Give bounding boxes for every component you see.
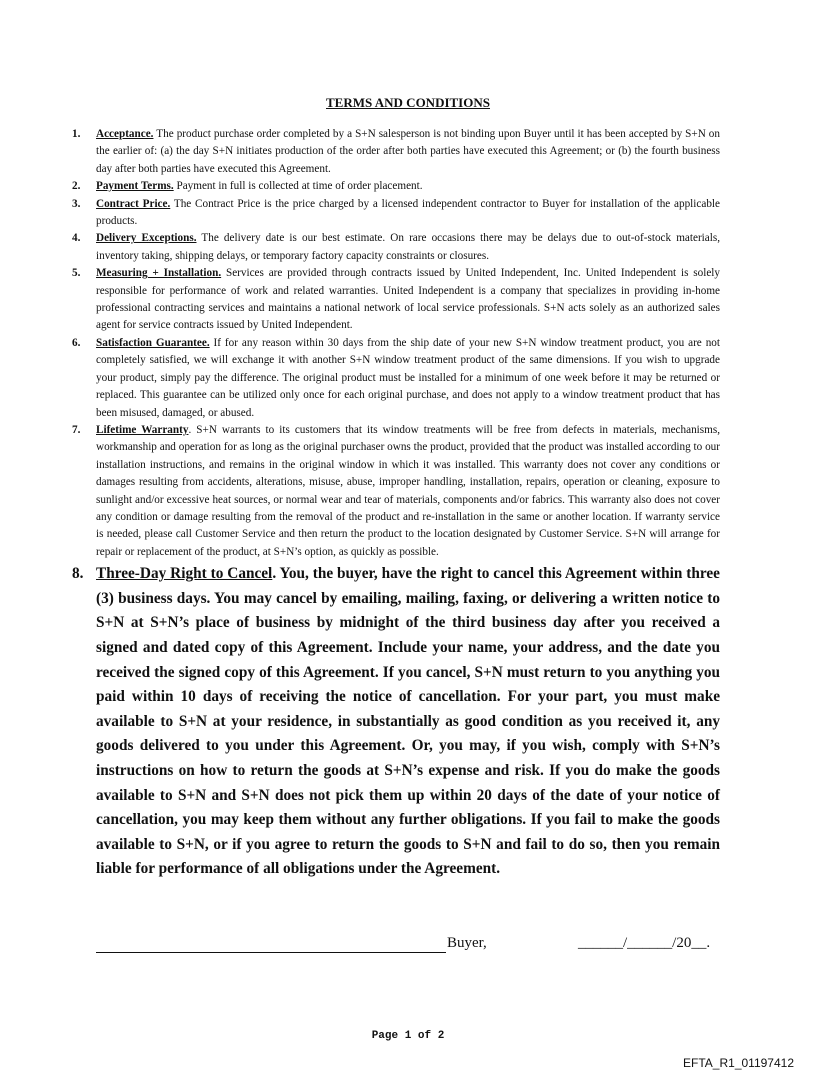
term-heading: Satisfaction Guarantee. [96,336,210,349]
term-measuring-installation [72,265,720,335]
term-number: 3. [72,197,81,210]
term-three-day-right-to-cancel [72,562,720,882]
document-id-stamp: EFTA_R1_01197412 [683,1056,794,1070]
term-text: The Contract Price is the price charged by a licensed independent contractor to Buyer for installation of the applicable products. [96,197,720,228]
term-heading: Three-Day Right to Cancel [96,565,273,583]
buyer-signature-line [96,952,446,953]
term-text: . You, the buyer, have the right to cancel this Agreement within three (3) business days. You may cancel by emailing, mailing, faxing, or delivering a written notice to S+N at S+N’s place of business by midnight of the third business day after you received a signed and dated copy of this Agreement. Include your name, your address, and the date you received the signed copy of this Agreement. If you cancel, S+N must return to you anything you paid within 10 days of receiving the notice of cancellation. For your part, you must make available to S+N at your residence, in substantially as good condition as you received it, any goods delivered to you under this Agreement. Or, you may, if you wish, comply with S+N’s instructions on how to return the goods at S+N’s expense and risk. If you do make the goods available to S+N and S+N does not pick them up within 20 days of the date of your notice of cancellation, you may keep them without any further obligations. If you fail to make the goods available to S+N, or if you agree to return the goods to S+N and fail to do so, then you remain liable for performance of all obligations under the Agreement. [96,565,720,878]
term-heading: Delivery Exceptions. [96,232,197,245]
term-number: 6. [72,336,81,349]
term-lifetime-warranty [72,422,720,561]
term-heading: Payment Terms. [96,180,174,193]
document-title: TERMS AND CONDITIONS [326,95,490,110]
term-payment-terms [72,178,720,195]
signature-row [96,935,720,959]
term-heading: Measuring + Installation. [96,267,222,280]
terms-list [72,126,720,882]
term-heading: Acceptance. [96,128,154,140]
term-heading: Lifetime Warranty [96,423,189,436]
page-number: Page 1 of 2 [371,1030,445,1042]
term-satisfaction-guarantee [72,335,720,422]
term-number: 4. [72,232,81,245]
term-text: The delivery date is our best estimate. On rare occasions there may be delays due to out-of-stock materials, inventory taking, shipping delays, or temporary factory capacity constraints or closures. [96,232,721,262]
term-contract-price [72,196,720,231]
term-number: 2. [72,180,81,193]
term-number: 5. [72,267,81,280]
term-text: The product purchase order completed by a S+N salesperson is not binding upon Buyer until it has been accepted by S+N on the earlier of: (a) the day S+N initiates production of the order after both parties have executed this Agreement; or (b) the fourth business day after both parties have executed this Agreement. [96,128,720,175]
term-acceptance [72,126,720,178]
term-heading: Contract Price. [96,197,171,210]
term-number: 1. [72,128,81,140]
term-text: If for any reason within 30 days from the ship date of your new S+N window treatment product, you are not completely satisfied, we will exchange it with another S+N window treatment product of the same dimensions. If you wish to upgrade your product, simply pay the difference. The original product must be installed for a minimum of one week before it may be returned or replaced. This guarantee can be utilized only once for each original purchase, and does not apply to a window treatment product that has been misused, damaged, or abused. [96,336,720,419]
term-text: Services are provided through contracts issued by United Independent, Inc. United Independent is solely responsible for performance of work and related warranties. United Independent is a company that specializes in providing in-home professional contracting services and maintains a national network of local service professionals. S+N acts solely as an authorized sales agent for service contracts issued by United Independent. [96,267,720,332]
buyer-label: Buyer, [447,935,487,951]
term-text: Payment in full is collected at time of order placement. [173,180,423,193]
date-blank: ______/______/20__. [578,935,711,951]
term-number: 8. [72,565,84,583]
term-text: . S+N warrants to its customers that its window treatments will be free from defects in materials, mechanisms, workmanship and operation for as long as the original purchaser owns the product, provided that the product was installed according to our installation instructions, and remains in the original window in which it was installed. This warranty does not cover any conditions or damages resulting from accidents, alterations, misuse, abuse, improper handling, installation, repairs, operation or cleaning, exposure to sunlight and/or excessive heat sources, or normal wear and tear of materials, components and/or fabrics. This warranty also does not cover any condition or damage resulting from the removal of the product and re-installation in the same or another location. If warranty service is needed, please call Customer Service and then return the product to the location designated by Customer Service. S+N will arrange for repair or replacement of the product, at S+N’s option, as quickly as possible. [96,423,720,558]
term-delivery-exceptions [72,230,720,265]
term-number: 7. [72,423,81,436]
